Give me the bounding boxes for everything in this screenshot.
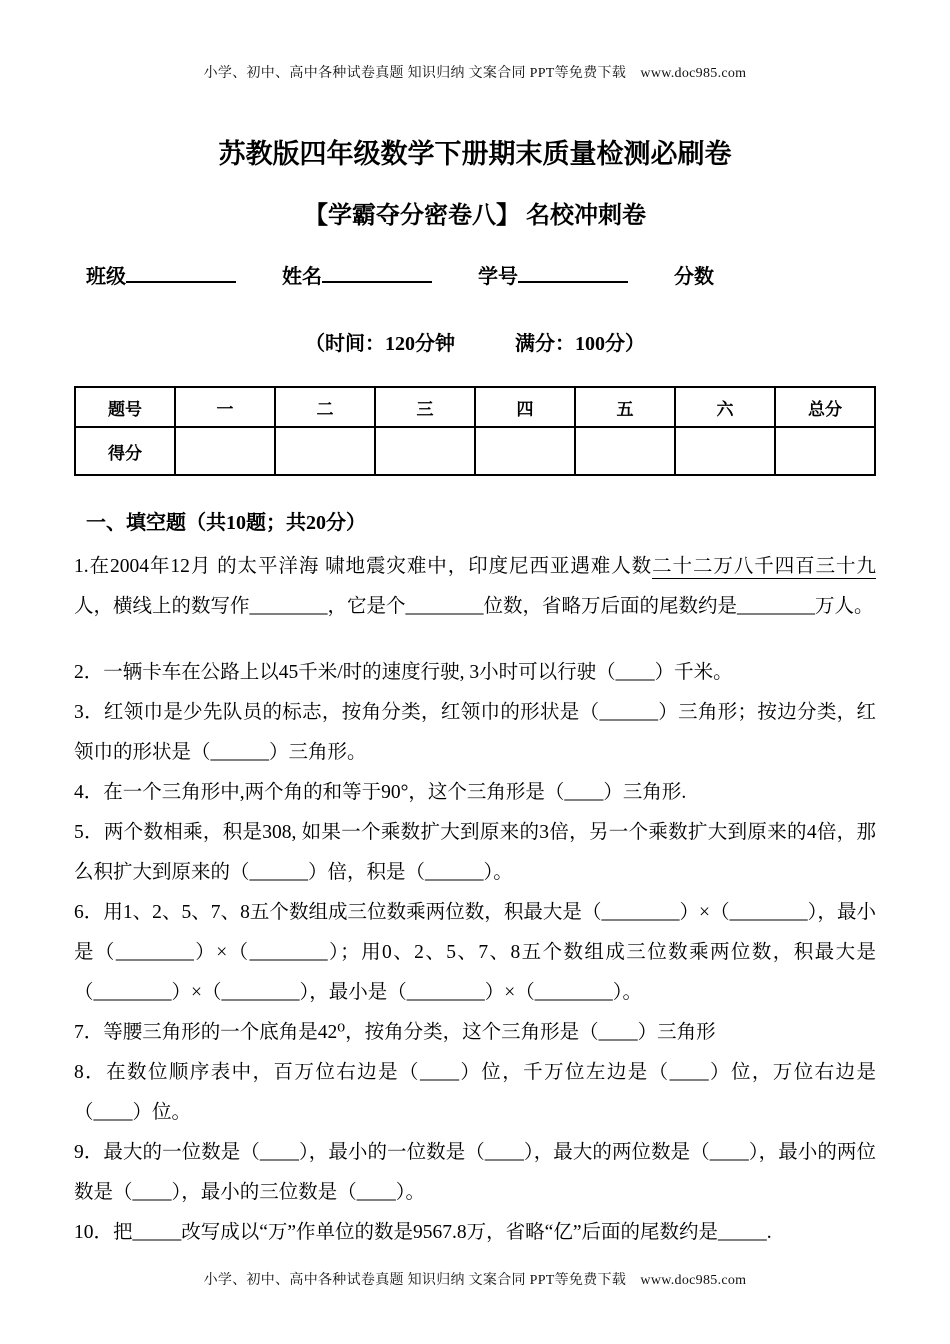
questions-list (74, 547, 876, 1253)
score-table-header-cell: 六 (675, 387, 775, 427)
score-table-header-cell: 三 (375, 387, 475, 427)
score-row-label-cell: 得分 (75, 427, 175, 475)
score-empty-cell (175, 427, 275, 475)
question-8: 8．在数位顺序表中，百万位右边是（____）位，千万位左边是（____）位，万位右边是（____）位。 (74, 1062, 876, 1123)
class-blank (126, 262, 236, 283)
time-and-total-score-line: （时间：120分钟 满分：100分） (305, 333, 645, 355)
score-label: 分数 (674, 266, 714, 288)
score-table-header-cell: 四 (475, 387, 575, 427)
score-table-header-row (75, 387, 875, 427)
score-table-header-cell: 五 (575, 387, 675, 427)
student-info-line (74, 260, 876, 289)
question-4: 4．在一个三角形中,两个角的和等于90°，这个三角形是（____）三角形. (74, 782, 687, 803)
question-5: 5．两个数相乘，积是308, 如果一个乘数扩大到原来的3倍，另一个乘数扩大到原来的4倍，那么积扩大到原来的（______）倍，积是（______）。 (74, 822, 876, 883)
question-1-suffix: 人，横线上的数写作________，它是个________位数，省略万后面的尾数约是________万人。 (74, 596, 874, 617)
question-1-underlined-number: 二十二万八千四百三十九 (652, 556, 876, 577)
site-header-line: 小学、初中、高中各种试卷真题 知识归纳 文案合同 PPT等免费下载 www.doc985.com (203, 66, 747, 81)
score-table-header-cell: 一 (175, 387, 275, 427)
class-label: 班级 (86, 266, 126, 288)
question-7: 7．等腰三角形的一个底角是42⁰，按角分类，这个三角形是（____）三角形 (74, 1022, 716, 1043)
score-empty-cell (575, 427, 675, 475)
score-table-header-cell: 题号 (75, 387, 175, 427)
score-empty-cell (475, 427, 575, 475)
question-1-prefix: 1.在2004年12月 的太平洋海 啸地震灾难中，印度尼西亚遇难人数 (74, 556, 653, 577)
section-title-fill-in-blanks: 一、填空题（共10题；共20分） (86, 512, 366, 534)
question-10: 10．把_____改写成以“万”作单位的数是9567.8万，省略“亿”后面的尾数约是_____. (74, 1222, 772, 1243)
question-6: 6．用1、2、5、7、8五个数组成三位数乘两位数，积最大是（________）×（________），最小是（________）×（________）；用0、2、5、7、8五个数组成三位数乘两位数，积最大是（________）×（________），最小是（________）×（________）。 (74, 902, 876, 1003)
score-table-score-row (75, 427, 875, 475)
student-id-label: 学号 (478, 266, 518, 288)
site-footer-line: 小学、初中、高中各种试卷真题 知识归纳 文案合同 PPT等免费下载 www.doc985.com (203, 1273, 747, 1288)
question-1 (74, 547, 876, 627)
score-empty-cell (775, 427, 875, 475)
name-blank (322, 262, 432, 283)
name-label: 姓名 (282, 266, 322, 288)
score-empty-cell (275, 427, 375, 475)
score-table-header-cell: 总分 (775, 387, 875, 427)
student-id-blank (518, 262, 628, 283)
score-table (74, 386, 876, 476)
question-3: 3．红领巾是少先队员的标志，按角分类，红领巾的形状是（______）三角形；按边分类，红领巾的形状是（______）三角形。 (74, 702, 876, 763)
question-2: 2．一辆卡车在公路上以45千米/时的速度行驶, 3小时可以行驶（____）千米。 (74, 662, 733, 683)
exam-title: 苏教版四年级数学下册期末质量检测必刷卷 (218, 139, 732, 169)
question-9: 9．最大的一位数是（____），最小的一位数是（____），最大的两位数是（____），最小的两位数是（____），最小的三位数是（____）。 (74, 1142, 876, 1203)
score-table-header-cell: 二 (275, 387, 375, 427)
score-empty-cell (375, 427, 475, 475)
score-empty-cell (675, 427, 775, 475)
exam-subtitle: 【学霸夺分密卷八】 名校冲刺卷 (304, 203, 646, 229)
